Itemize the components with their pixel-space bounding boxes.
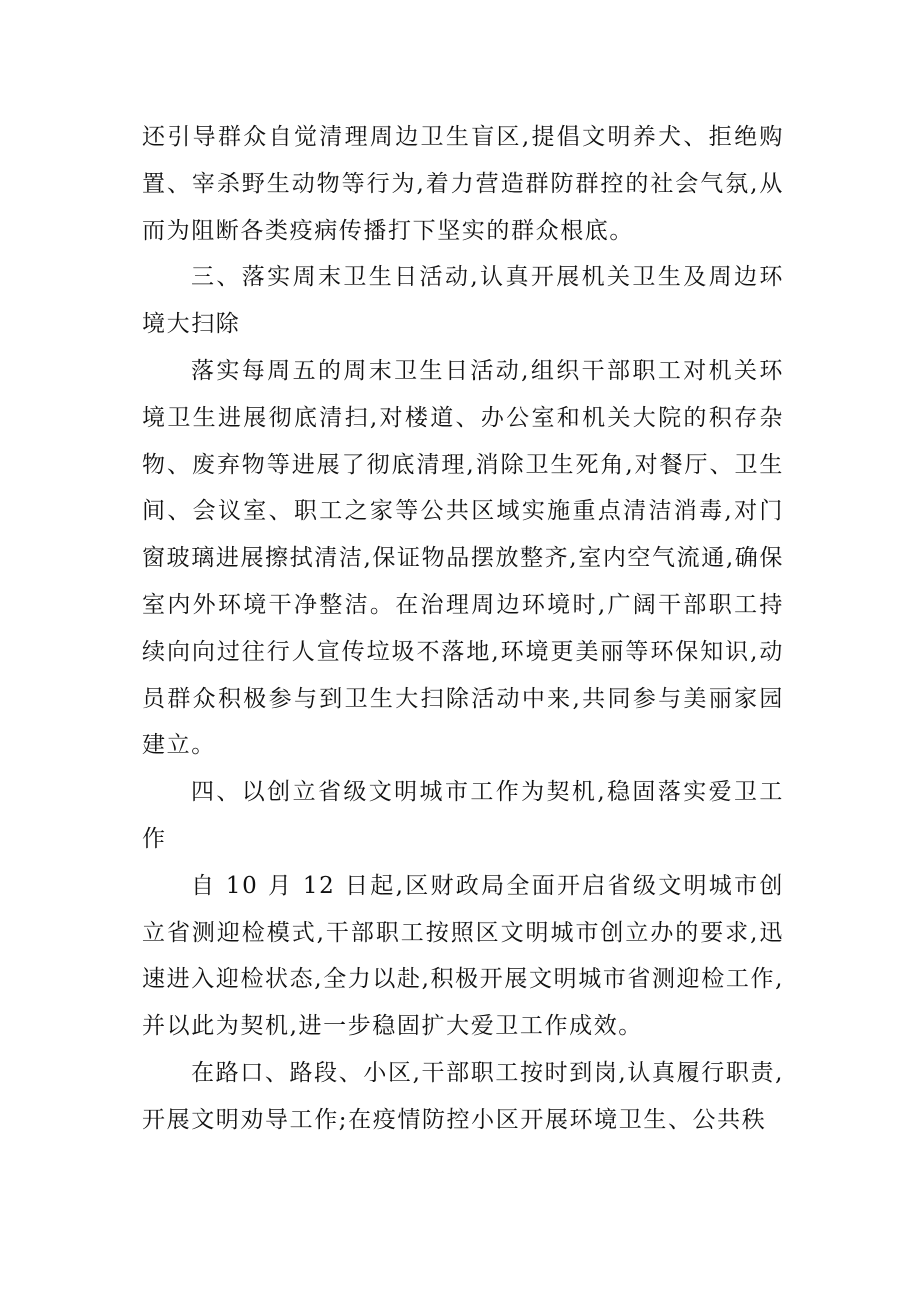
paragraph-weekend-cleaning: 落实每周五的周末卫生日活动,组织干部职工对机关环境卫生进展彻底清扫,对楼道、办公室和机关大院的积存杂物、废弃物等进展了彻底清理,消除卫生死角,对餐厅、卫生间、会议室、职工之家等公共区域实施重点清洁消毒,对门窗玻璃进展擦拭清洁,保证物品摆放整齐,室内空气流通,确保室内外环境干净整洁。在治理周边环境时,广阔干部职工持续向向过往行人宣传垃圾不落地,环境更美丽等环保知识,动员群众积极参与到卫生大扫除活动中来,共同参与美丽家园建立。 [142,357,784,759]
paragraph-civilized-city: 自 10 月 12 日起,区财政局全面开启省级文明城市创立省测迎检模式,干部职工按照区文明城市创立办的要求,迅速进入迎检状态,全力以赴,积极开展文明城市省测迎检工作,并以此为契机,进一步稳固扩大爱卫工作成效。 [142,872,784,1040]
paragraph-continuation: 还引导群众自觉清理周边卫生盲区,提倡文明养犬、拒绝购置、宰杀野生动物等行为,着力营造群防群控的社会气氛,从而为阻断各类疫病传播打下坚实的群众根底。 [142,124,784,244]
section-heading-4: 四、以创立省级文明城市工作为契机,稳固落实爱卫工作 [142,779,784,852]
section-heading-3: 三、落实周末卫生日活动,认真开展机关卫生及周边环境大扫除 [142,264,784,338]
document-body [142,114,784,1144]
paragraph-intersections: 在路口、路段、小区,干部职工按时到岗,认真履行职责,开展文明劝导工作;在疫情防控小区开展环境卫生、公共秩 [142,1059,784,1133]
